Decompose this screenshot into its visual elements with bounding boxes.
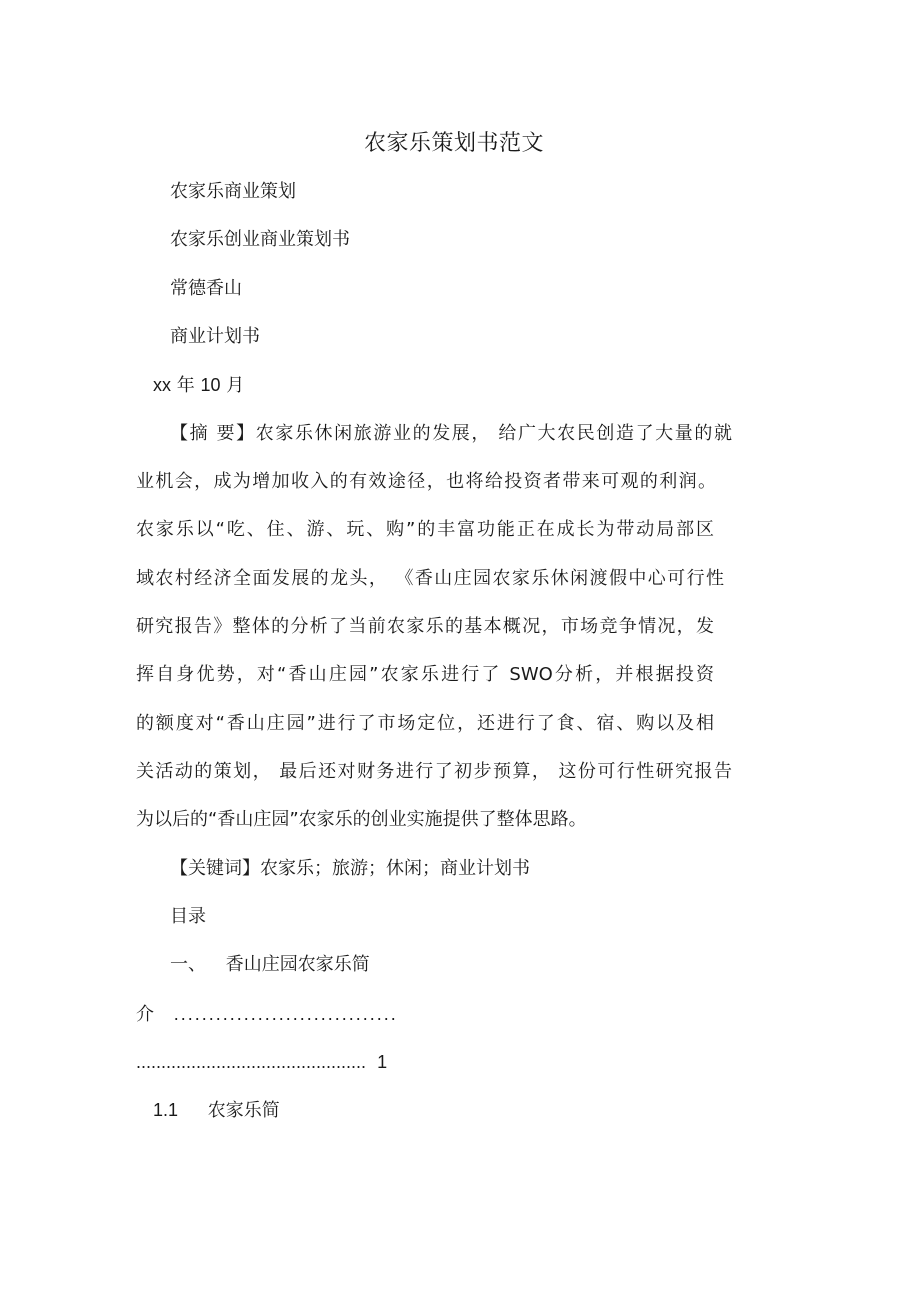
abstract-line: 为以后的“香山庄园”农家乐的创业实施提供了整体思路。 — [136, 809, 587, 830]
toc-entry-section-1[interactable] — [170, 953, 370, 977]
date-month-unit: 月 — [226, 375, 245, 396]
abstract-line: 农家乐以“吃、住、游、玩、购”的丰富功能正在成长为带动局部区 — [136, 519, 714, 540]
toc-subsection-number: 1.1 — [153, 1100, 179, 1120]
abstract-line: 挥自身优势，对“香山庄园”农家乐进行了 SWO分析，并根据投资 — [136, 664, 714, 685]
date-month: 10 — [200, 375, 221, 395]
toc-page-number: 1 — [377, 1052, 388, 1072]
header-line-location: 常德香山 — [170, 278, 242, 299]
header-line-plan-label: 商业计划书 — [170, 326, 260, 347]
toc-section-title: 香山庄园农家乐简 — [225, 954, 370, 975]
date-year: xx — [153, 375, 171, 395]
abstract-line: 【摘 要】农家乐休闲旅游业的发展， 给广大农民创造了大量的就 — [170, 423, 732, 444]
abstract-line: 关活动的策划， 最后还对财务进行了初步预算， 这份可行性研究报告 — [136, 761, 732, 782]
toc-subsection-title: 农家乐简 — [207, 1100, 280, 1121]
date-year-unit: 年 — [176, 375, 195, 396]
toc-entry-section-1-continued[interactable] — [136, 1002, 398, 1027]
toc-section-title-continued: 介 — [136, 1004, 154, 1025]
abstract-line: 研究报告》整体的分析了当前农家乐的基本概况，市场竞争情况，发 — [136, 616, 714, 637]
document-date — [153, 373, 244, 398]
keywords-line: 【关键词】农家乐；旅游；休闲；商业计划书 — [170, 858, 530, 879]
toc-entry-subsection-1-1[interactable] — [153, 1098, 280, 1123]
abstract-line: 业机会，成为增加收入的有效途径，也将给投资者带来可观的利润。 — [136, 471, 716, 492]
header-line-startup-plan: 农家乐创业商业策划书 — [170, 229, 350, 250]
toc-entry-section-1-page[interactable] — [136, 1050, 387, 1074]
toc-section-number: 一、 — [170, 954, 206, 975]
toc-heading: 目录 — [170, 906, 206, 927]
toc-leader-dots: .............................................. — [136, 1052, 367, 1072]
document-title: 农家乐策划书范文 — [363, 131, 544, 156]
toc-leader-dots: ................................ — [173, 1004, 398, 1024]
abstract-line: 的额度对“香山庄园”进行了市场定位，还进行了食、宿、购以及相 — [136, 713, 714, 734]
abstract-line: 域农村经济全面发展的龙头， 《香山庄园农家乐休闲渡假中心可行性 — [136, 568, 724, 589]
header-line-business-plan: 农家乐商业策划 — [170, 181, 296, 202]
